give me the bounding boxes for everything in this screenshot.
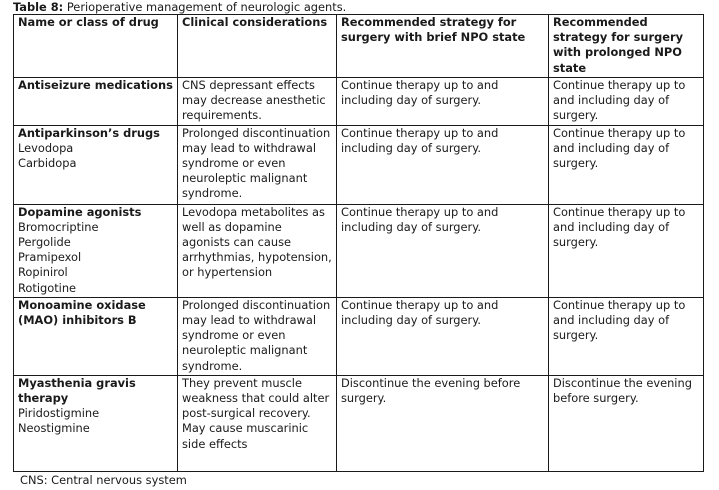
drug-class-name: Myasthenia gravis therapy xyxy=(18,375,136,406)
header-prolonged-npo: Recommended strategy for surgery with prolonged NPO state xyxy=(549,15,704,78)
header-brief-npo: Recommended strategy for surgery with brief NPO state xyxy=(337,15,549,78)
table-caption-label: Table 8: xyxy=(13,0,64,14)
prolonged-npo-strategy-cell: Continue therapy up to and including day of surgery. xyxy=(549,204,704,297)
drug-name: Carbidopa xyxy=(18,156,77,171)
clinical-considerations-cell: CNS depressant effects may decrease anesthetic requirements. xyxy=(178,78,337,126)
clinical-considerations-cell: Levodopa metabolites as well as dopamine agonists can cause arrhythmias, hypotension, or hypertension xyxy=(178,204,337,297)
prolonged-npo-strategy-cell: Discontinue the evening before surgery. xyxy=(549,375,704,471)
drug-name: Bromocriptine xyxy=(18,219,99,234)
drug-class-name: Antiparkinson’s drugs xyxy=(18,125,160,140)
drug-name: Pergolide xyxy=(18,235,71,250)
drug-class-cell xyxy=(14,375,178,471)
drug-name: Ropinirol xyxy=(18,265,68,280)
drug-name: Levodopa xyxy=(18,140,74,155)
footnote: CNS: Central nervous system xyxy=(20,473,187,487)
prolonged-npo-strategy-cell: Continue therapy up to and including day of surgery. xyxy=(549,78,704,126)
table-row xyxy=(14,125,704,204)
brief-npo-strategy-cell: Continue therapy up to and including day of surgery. xyxy=(337,125,549,204)
table-row xyxy=(14,297,704,375)
drug-class-cell xyxy=(14,297,178,375)
drug-class-name: Antiseizure medications xyxy=(18,78,173,92)
clinical-considerations-cell: Prolonged discontinuation may lead to withdrawal syndrome or even neuroleptic malignant syndrome. xyxy=(178,125,337,204)
neurologic-agents-table xyxy=(13,14,704,472)
table-row xyxy=(14,375,704,471)
table-caption xyxy=(13,0,346,15)
brief-npo-strategy-cell: Continue therapy up to and including day of surgery. xyxy=(337,204,549,297)
drug-class-cell xyxy=(14,204,178,297)
prolonged-npo-strategy-cell: Continue therapy up to and including day of surgery. xyxy=(549,125,704,204)
table-row xyxy=(14,78,704,126)
header-clinical: Clinical considerations xyxy=(178,15,337,78)
table-header-row xyxy=(14,15,704,78)
clinical-considerations-cell: They prevent muscle weakness that could alter post-surgical recovery. May cause muscarinic side effects xyxy=(178,375,337,471)
drug-class-cell xyxy=(14,125,178,204)
table-caption-text: Perioperative management of neurologic agents. xyxy=(66,0,347,14)
brief-npo-strategy-cell: Continue therapy up to and including day of surgery. xyxy=(337,78,549,126)
drug-name: Pramipexol xyxy=(18,250,82,265)
drug-name: Piridostigmine xyxy=(18,406,100,421)
table-row xyxy=(14,204,704,297)
table-body xyxy=(14,78,704,472)
header-name: Name or class of drug xyxy=(14,15,178,78)
drug-class-name: Monoamine oxidase (MAO) inhibitors B xyxy=(18,297,146,328)
brief-npo-strategy-cell: Continue therapy up to and including day of surgery. xyxy=(337,297,549,375)
brief-npo-strategy-cell: Discontinue the evening before surgery. xyxy=(337,375,549,471)
prolonged-npo-strategy-cell: Continue therapy up to and including day of surgery. xyxy=(549,297,704,375)
drug-name: Neostigmine xyxy=(18,421,90,436)
drug-class-name: Dopamine agonists xyxy=(18,204,142,219)
drug-class-cell xyxy=(14,78,178,126)
drug-name: Rotigotine xyxy=(18,280,77,295)
clinical-considerations-cell: Prolonged discontinuation may lead to withdrawal syndrome or even neuroleptic malignant syndrome. xyxy=(178,297,337,375)
